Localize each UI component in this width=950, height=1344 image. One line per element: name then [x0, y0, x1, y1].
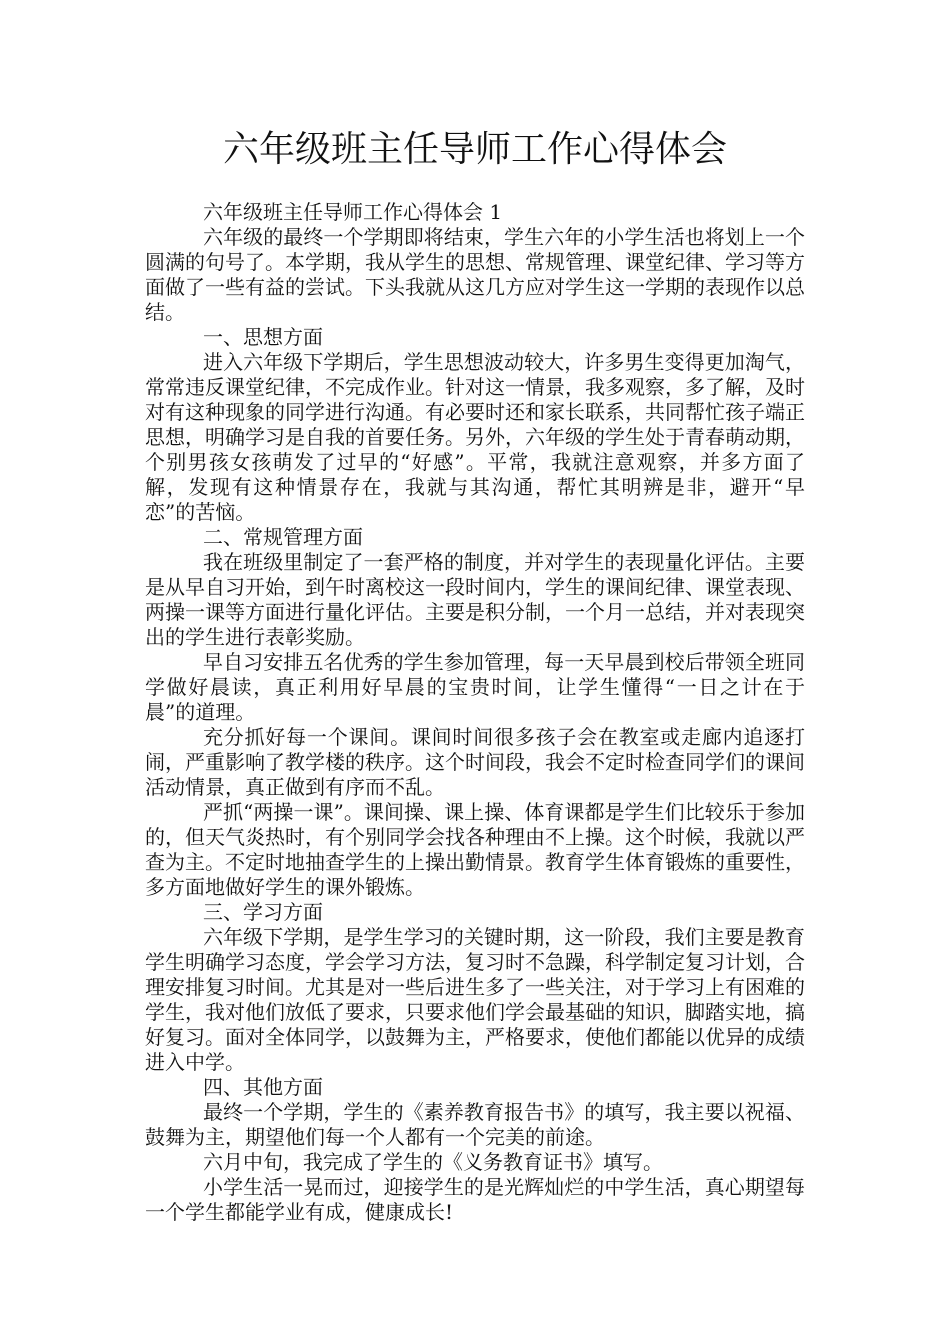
paragraph-study: 六年级下学期，是学生学习的关键时期，这一阶段，我们主要是教育学生明确学习态度，学会学习方法，复习时不急躁，科学制定复习计划，合理安排复习时间。尤其是对一些后进生多了一些关注，对于学习上有困难的学生，我对他们放低了要求，只要求他们学会最基础的知识，脚踏实地，搞好复习。面对全体同学，以鼓舞为主，严格要求，使他们都能以优异的成绩进入中学。: [145, 925, 805, 1074]
section-heading-thought: 一、思想方面: [203, 325, 323, 349]
section-heading-study: 三、学习方面: [203, 900, 323, 924]
paragraph-intro: 六年级的最终一个学期即将结束，学生六年的小学生活也将划上一个圆满的句号了。本学期，我从学生的思想、常规管理、课堂纪律、学习等方面做了一些有益的尝试。下头我就从这几方应对学生这一学期的表现作以总结。: [145, 225, 805, 324]
paragraph-routine-break: 充分抓好每一个课间。课间时间很多孩子会在教室或走廊内追逐打闹，严重影响了教学楼的秩序。这个时间段，我会不定时检查同学们的课间活动情景，真正做到有序而不乱。: [145, 725, 805, 799]
section-heading-other: 四、其他方面: [203, 1075, 323, 1099]
section-heading-routine: 二、常规管理方面: [203, 525, 363, 549]
paragraph-thought: 进入六年级下学期后，学生思想波动较大，许多男生变得更加淘气，常常违反课堂纪律，不完成作业。针对这一情景，我多观察，多了解，及时对有这种现象的同学进行沟通。有必要时还和家长联系，共同帮忙孩子端正思想，明确学习是自我的首要任务。另外，六年级的学生处于青春萌动期，个别男孩女孩萌发了过早的“好感”。平常，我就注意观察，并多方面了解，发现有这种情景存在，我就与其沟通，帮忙其明辨是非，避开“早恋”的苦恼。: [145, 350, 805, 524]
paragraph-routine-system: 我在班级里制定了一套严格的制度，并对学生的表现量化评估。主要是从早自习开始，到午时离校这一段时间内，学生的课间纪律、课堂表现、两操一课等方面进行量化评估。主要是积分制，一个月一总结，并对表现突出的学生进行表彰奖励。: [145, 550, 805, 649]
document-title: 六年级班主任导师工作心得体会: [222, 129, 727, 170]
paragraph-other-certificate: 六月中旬，我完成了学生的《义务教育证书》填写。: [203, 1150, 663, 1174]
paragraph-subtitle: 六年级班主任导师工作心得体会 1: [203, 200, 503, 224]
document-body: [145, 200, 805, 1225]
paragraph-routine-morning: 早自习安排五名优秀的学生参加管理，每一天早晨到校后带领全班同学做好晨读，真正利用好早晨的宝贵时间，让学生懂得“一日之计在于晨”的道理。: [145, 650, 805, 724]
paragraph-routine-exercise: 严抓“两操一课”。课间操、课上操、体育课都是学生们比较乐于参加的，但天气炎热时，有个别同学会找各种理由不上操。这个时候，我就以严查为主。不定时地抽查学生的上操出勤情景。教育学生体育锻炼的重要性，多方面地做好学生的课外锻炼。: [145, 800, 805, 899]
paragraph-other-report: 最终一个学期，学生的《素养教育报告书》的填写，我主要以祝福、鼓舞为主，期望他们每一个人都有一个完美的前途。: [145, 1100, 805, 1149]
paragraph-closing: 小学生活一晃而过，迎接学生的是光辉灿烂的中学生活，真心期望每一个学生都能学业有成，健康成长!: [145, 1175, 805, 1224]
